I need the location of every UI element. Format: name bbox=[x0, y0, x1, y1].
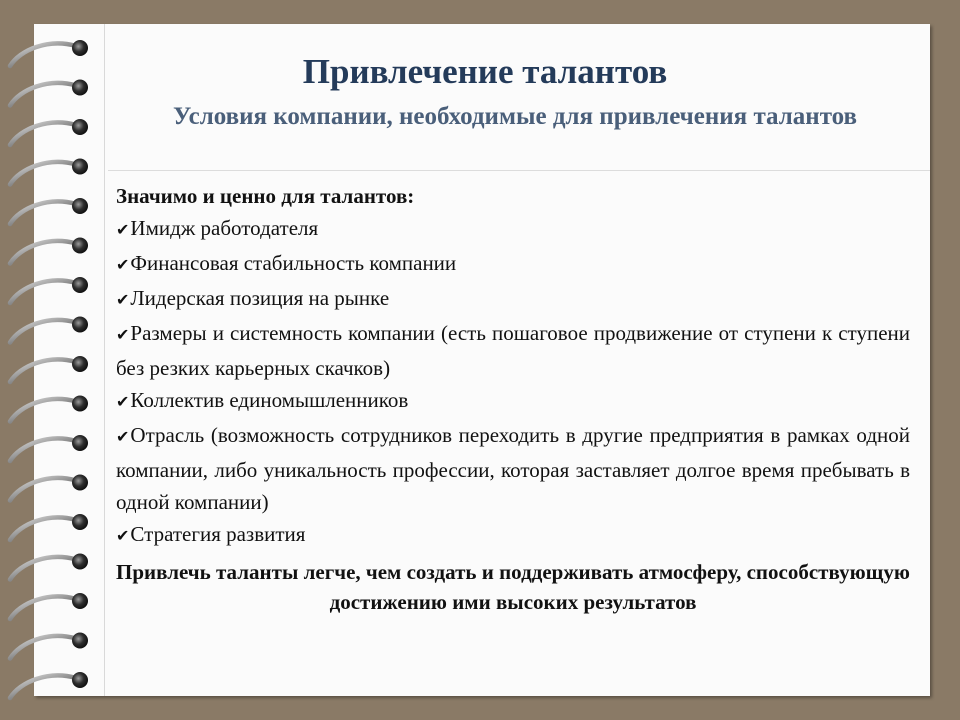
binding-hole bbox=[72, 554, 88, 570]
binding-hole bbox=[72, 119, 88, 135]
binding-hole bbox=[72, 40, 88, 56]
spiral-ring bbox=[10, 43, 76, 66]
check-mark-icon: ✔ bbox=[116, 327, 130, 344]
binding-hole bbox=[72, 475, 88, 491]
spiral-ring bbox=[10, 162, 76, 185]
subtitle-divider bbox=[108, 170, 930, 171]
list-item bbox=[116, 282, 910, 317]
list-item bbox=[116, 518, 910, 553]
list-heading: Значимо и ценно для талантов: bbox=[116, 184, 415, 208]
list-item-text: Имидж работодателя bbox=[130, 216, 319, 240]
check-mark-icon: ✔ bbox=[116, 222, 130, 239]
spiral-ring bbox=[10, 636, 76, 659]
check-mark-icon: ✔ bbox=[116, 257, 130, 274]
list-item bbox=[116, 317, 910, 384]
check-mark-icon: ✔ bbox=[116, 394, 130, 411]
spiral-ring bbox=[10, 399, 76, 422]
binding-hole bbox=[72, 672, 88, 688]
check-mark-icon: ✔ bbox=[116, 429, 130, 446]
spiral-ring bbox=[10, 359, 76, 382]
list-item-text: Отрасль (возможность сотрудников переходить в другие предприятия в рамках одной компании, либо уникальность профессии, которая заставляет долгое время пребывать в одной компании) bbox=[116, 423, 910, 514]
binding-hole bbox=[72, 198, 88, 214]
spiral-ring bbox=[10, 557, 76, 580]
binding-hole bbox=[72, 396, 88, 412]
spiral-ring bbox=[10, 201, 76, 224]
binding-hole bbox=[72, 435, 88, 451]
spiral-ring bbox=[10, 517, 76, 540]
conclusion-text: Привлечь таланты легче, чем создать и поддерживать атмосферу, способствующую достижению ими высоких результатов bbox=[116, 560, 910, 614]
check-mark-icon: ✔ bbox=[116, 292, 130, 309]
binding-hole bbox=[72, 356, 88, 372]
list-item-text: Размеры и системность компании (есть пошаговое продвижение от ступени к ступени без резких карьерных скачков) bbox=[116, 321, 910, 380]
list-item-text: Стратегия развития bbox=[130, 522, 306, 546]
slide-content bbox=[116, 180, 910, 617]
list-item bbox=[116, 384, 910, 419]
binding-hole bbox=[72, 514, 88, 530]
list-item bbox=[116, 212, 910, 247]
binding-hole bbox=[72, 238, 88, 254]
list-item-text: Финансовая стабильность компании bbox=[130, 251, 457, 275]
binding-hole bbox=[72, 159, 88, 175]
spiral-ring bbox=[10, 478, 76, 501]
list-item-text: Лидерская позиция на рынке bbox=[130, 286, 390, 310]
check-mark-icon: ✔ bbox=[116, 528, 130, 545]
slide-title: Привлечение талантов bbox=[302, 52, 668, 91]
binding-hole bbox=[72, 633, 88, 649]
list-item bbox=[116, 247, 910, 282]
spiral-ring bbox=[10, 83, 76, 106]
spiral-ring bbox=[10, 320, 76, 343]
spiral-ring bbox=[10, 280, 76, 303]
spiral-ring bbox=[10, 122, 76, 145]
slide-subtitle: Условия компании, необходимые для привлечения талантов bbox=[172, 103, 858, 130]
spiral-ring bbox=[10, 241, 76, 264]
binding-hole bbox=[72, 277, 88, 293]
binding-hole bbox=[72, 317, 88, 333]
list-item bbox=[116, 419, 910, 518]
binding-hole bbox=[72, 80, 88, 96]
spiral-binding-icon bbox=[0, 0, 120, 720]
binding-hole bbox=[72, 593, 88, 609]
spiral-ring bbox=[10, 675, 76, 698]
list-item-text: Коллектив единомышленников bbox=[130, 388, 409, 412]
spiral-ring bbox=[10, 596, 76, 619]
spiral-ring bbox=[10, 438, 76, 461]
